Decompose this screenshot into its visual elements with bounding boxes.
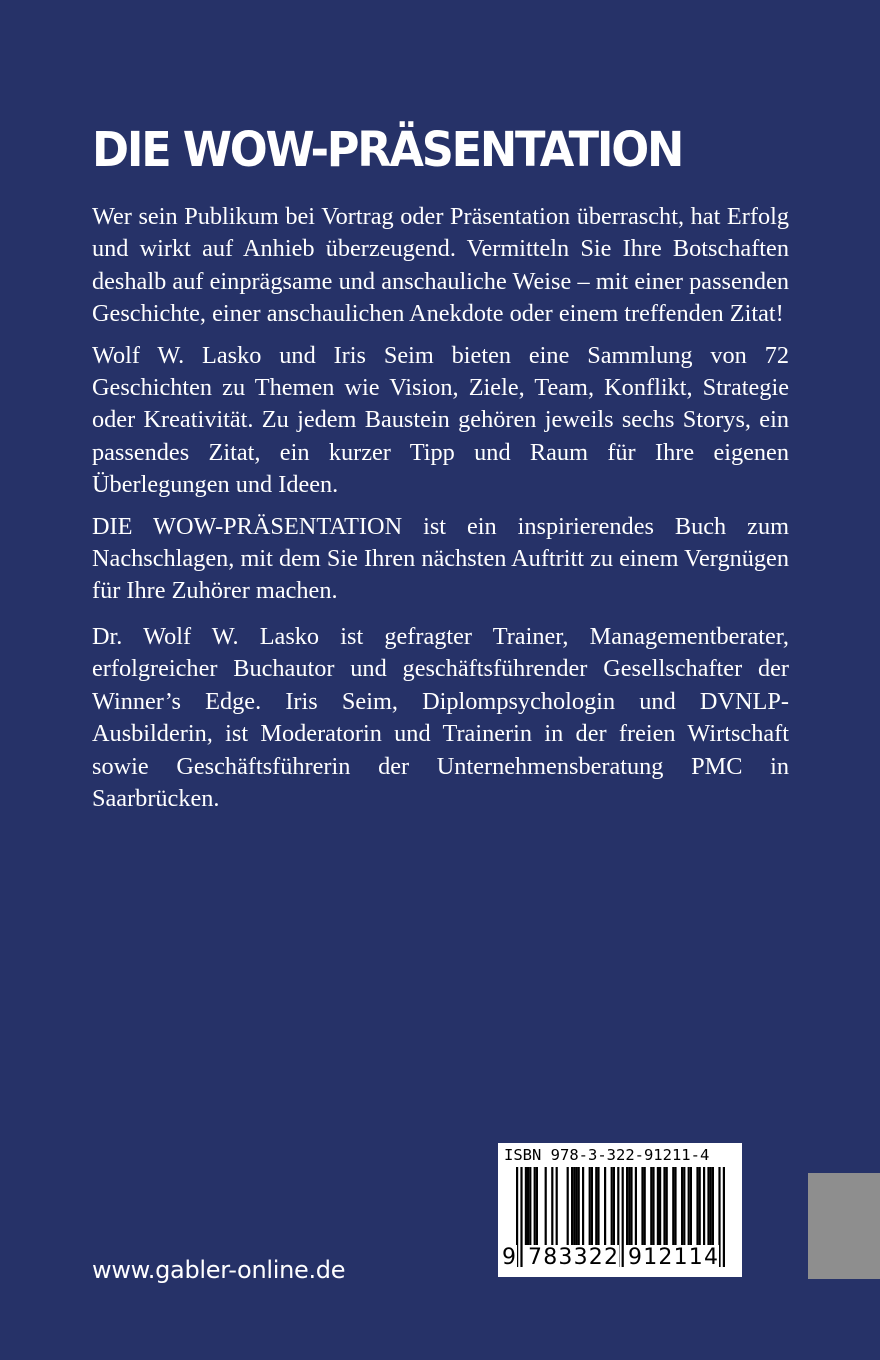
book-title: DIE WOW-PRÄSENTATION [92,122,683,178]
barcode-bar [567,1167,569,1245]
barcode-bar [681,1167,683,1245]
blurb-paragraph-summary: DIE WOW-PRÄSENTATION ist ein inspirierendes Buch zum Nachschlagen, mit dem Sie Ihren nächsten Auftritt zu einem Vergnügen für Ihre Zuhörer machen. [92,512,789,605]
barcode-bar [529,1167,531,1245]
barcode-bar [641,1167,643,1245]
barcode-bar [710,1167,712,1245]
isbn-barcode-label [498,1143,742,1277]
barcode-bar [688,1167,690,1245]
barcode-bar [536,1167,538,1245]
barcode-bar [525,1167,527,1245]
barcode-bar [707,1167,709,1245]
ean-digits [498,1243,742,1273]
barcode-bar [578,1167,580,1245]
barcode-bar [556,1167,558,1245]
ean-right-group: 912114 [628,1245,720,1270]
blurb-paragraph-contents: Wolf W. Lasko und Iris Seim bieten eine Sammlung von 72 Geschichten zu Themen wie Vision, Ziele, Team, Konflikt, Strategie oder Kreativität. Zu jedem Baustein gehören jeweils sechs Storys, ein passendes Zitat, ein kurzer Tipp und Raum für Ihre eigenen Überlegungen und Ideen. [92,341,789,499]
barcode-bar [626,1167,628,1245]
barcode-bar [635,1167,637,1245]
barcode-bar [573,1167,575,1245]
barcode-bar [699,1167,701,1245]
barcode-bar [527,1167,529,1245]
barcode-bar [696,1167,698,1245]
barcode-bar [604,1167,606,1245]
barcode-bar [712,1167,714,1245]
gray-edge-tab [808,1173,880,1279]
barcode-bar [595,1167,597,1245]
barcode-bar [589,1167,591,1245]
ean-first-digit: 9 [502,1245,518,1270]
barcode-bar [591,1167,593,1245]
author-bio-paragraph: Dr. Wolf W. Lasko ist gefragter Trainer, Managementberater, erfolgreicher Buchautor und geschäftsführender Gesellschafter der Winner’s Edge. Iris Seim, Diplompsychologin und DVNLP-Ausbilderin, ist Moderatorin und Trainerin in der freien Wirtschaft sowie Geschäftsführerin der Unternehmensberatung PMC in Saarbrücken. [92,622,789,812]
barcode-bar [630,1167,632,1245]
barcode-bar [672,1167,674,1245]
barcode-bar [551,1167,553,1245]
barcode-bar [659,1167,661,1245]
ean-left-group: 783322 [528,1245,620,1270]
barcode-bar [663,1167,665,1245]
barcode-bar [597,1167,599,1245]
isbn-number: ISBN 978-3-322-91211-4 [504,1146,710,1164]
barcode-bar [683,1167,685,1245]
blurb-paragraph-intro: Wer sein Publikum bei Vortrag oder Präsentation überrascht, hat Erfolg und wirkt auf Anhieb überzeugend. Vermitteln Sie Ihre Botschaften deshalb auf einprägsame und anschauliche Weise – mit einer passenden Geschichte, einer anschaulichen Anekdote oder einem treffenden Zitat! [92,203,789,328]
barcode-bar [650,1167,652,1245]
barcode-bar [582,1167,584,1245]
barcode-bar [534,1167,536,1245]
barcode-bar [571,1167,573,1245]
barcode-bar [575,1167,577,1245]
barcode-bar [703,1167,705,1245]
barcode-bar [674,1167,676,1245]
barcode-bar [666,1167,668,1245]
barcode-bar [611,1167,613,1245]
barcode-bar [652,1167,654,1245]
barcode-bar [613,1167,615,1245]
barcode-bar [628,1167,630,1245]
blurb-text [92,201,789,815]
publisher-website: www.gabler-online.de [92,1256,346,1284]
barcode-bar [644,1167,646,1245]
barcode-bar [657,1167,659,1245]
barcode-bar [545,1167,547,1245]
barcode-bar [690,1167,692,1245]
